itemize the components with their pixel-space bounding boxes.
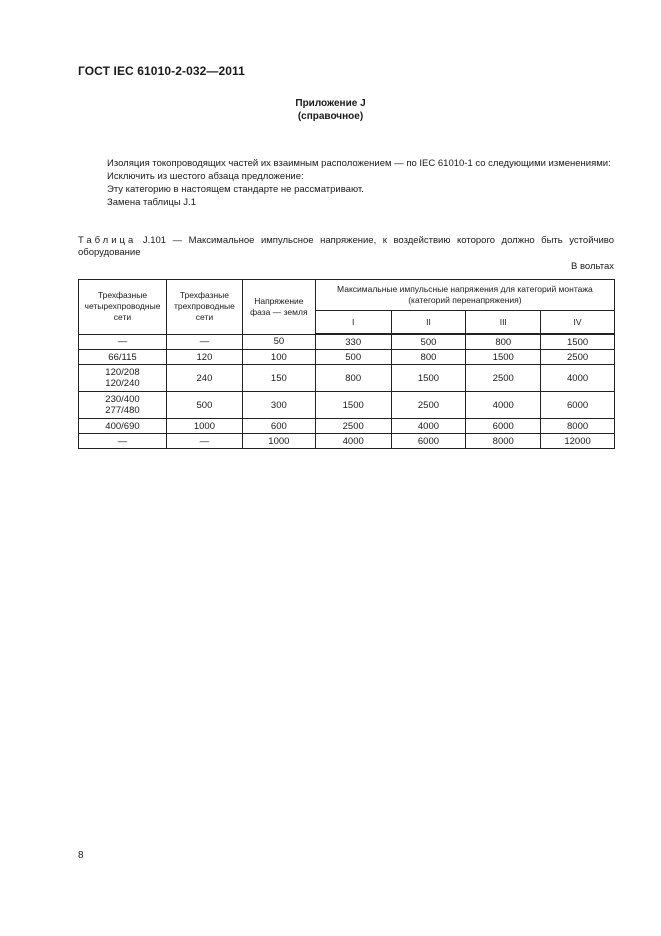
- header-category-iv: IV: [541, 311, 615, 335]
- table-cell: 4000: [391, 419, 466, 434]
- header-three-wire: Трехфазные трехпроводные сети: [166, 280, 242, 335]
- standard-header: ГОСТ IEC 61010-2-032—2011: [78, 64, 245, 78]
- table-cell: —: [79, 434, 167, 449]
- voltage-table: [78, 279, 615, 449]
- table-caption-label: Таблица: [78, 235, 137, 246]
- table-row: [79, 365, 615, 392]
- table-cell: 230/400 277/480: [79, 392, 167, 419]
- table-row: [79, 392, 615, 419]
- instruction-line: Эту категорию в настоящем стандарте не рассматривают.: [107, 184, 364, 195]
- table-cell: 2500: [315, 419, 391, 434]
- table-cell: 500: [315, 350, 391, 365]
- table-cell: 2500: [541, 350, 615, 365]
- table-cell: 1500: [541, 334, 615, 350]
- table-cell: 800: [466, 334, 541, 350]
- table-cell: 800: [391, 350, 466, 365]
- body-text: [78, 157, 614, 209]
- table-cell: 800: [315, 365, 391, 392]
- table-row: [79, 434, 615, 449]
- table-cell: 240: [166, 365, 242, 392]
- header-category-iii: III: [466, 311, 541, 335]
- table-cell: 12000: [541, 434, 615, 449]
- table-cell: —: [166, 334, 242, 350]
- annex-heading: [0, 97, 661, 123]
- intro-paragraph: Изоляция токопроводящих частей их взаимным расположением — по IEC 61010-1 со следующими изменениями:: [107, 158, 611, 169]
- table-row: [79, 419, 615, 434]
- table-cell: 100: [242, 350, 315, 365]
- table-cell: 400/690: [79, 419, 167, 434]
- table-caption-text: J.101 — Максимальное импульсное напряжение, к воздействию которого должно быть устойчиво оборудование: [78, 235, 614, 258]
- table-cell: 1500: [391, 365, 466, 392]
- table-cell: 6000: [391, 434, 466, 449]
- page-number: 8: [78, 850, 84, 861]
- table-cell: 1000: [242, 434, 315, 449]
- table-cell: 500: [391, 334, 466, 350]
- table-row: [79, 334, 615, 350]
- units-label: В вольтах: [570, 261, 614, 272]
- table-row: [79, 350, 615, 365]
- table-cell: 500: [166, 392, 242, 419]
- table-cell: 600: [242, 419, 315, 434]
- table-cell: 2500: [466, 365, 541, 392]
- table-cell: 4000: [315, 434, 391, 449]
- table-cell: 120: [166, 350, 242, 365]
- annex-title: Приложение J: [295, 98, 366, 109]
- table-caption: [78, 235, 614, 259]
- table-cell: 66/115: [79, 350, 167, 365]
- header-category-ii: II: [391, 311, 466, 335]
- table-cell: 1500: [466, 350, 541, 365]
- table-cell: 330: [315, 334, 391, 350]
- table-cell: 4000: [466, 392, 541, 419]
- instruction-line: Замена таблицы J.1: [107, 197, 196, 208]
- table-cell: 300: [242, 392, 315, 419]
- annex-subtitle: (справочное): [297, 111, 364, 122]
- table-cell: 8000: [466, 434, 541, 449]
- table-cell: 150: [242, 365, 315, 392]
- table-cell: 4000: [541, 365, 615, 392]
- table-cell: 6000: [541, 392, 615, 419]
- instruction-line: Исключить из шестого абзаца предложение:: [107, 171, 304, 182]
- table-cell: 8000: [541, 419, 615, 434]
- table-cell: 120/208 120/240: [79, 365, 167, 392]
- table-cell: 2500: [391, 392, 466, 419]
- header-phase-earth: Напряжение фаза — земля: [242, 280, 315, 335]
- header-impulse-group: Максимальные импульсные напряжения для категорий монтажа (категорий перенапряжения): [315, 280, 614, 311]
- header-category-i: I: [315, 311, 391, 335]
- table-cell: 1500: [315, 392, 391, 419]
- table-cell: —: [79, 334, 167, 350]
- table-cell: 50: [242, 334, 315, 350]
- table-cell: 1000: [166, 419, 242, 434]
- table-cell: 6000: [466, 419, 541, 434]
- table-body: [79, 334, 615, 449]
- header-four-wire: Трехфазные четырехпроводные сети: [79, 280, 167, 335]
- table-cell: —: [166, 434, 242, 449]
